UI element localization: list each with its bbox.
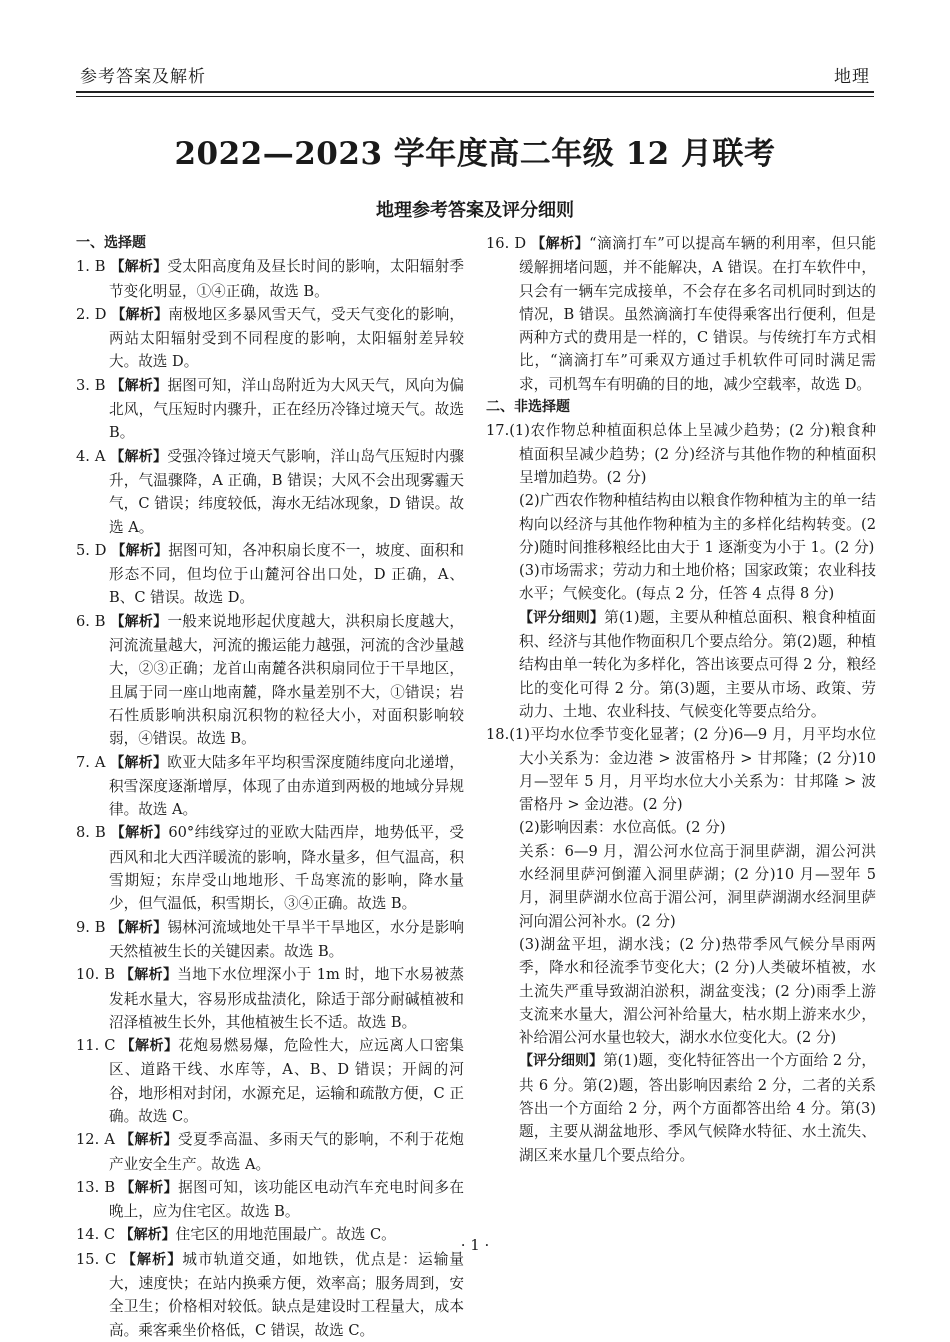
analysis-tag: 【解析】 — [120, 1179, 179, 1196]
answer-item-8 — [76, 821, 464, 915]
section-heading-nonchoice: 二、非选择题 — [486, 399, 570, 416]
answer-item-3 — [76, 374, 464, 445]
page-header — [76, 58, 874, 94]
answer-item-1 — [76, 255, 464, 303]
analysis-tag: 【解析】 — [120, 1132, 178, 1149]
analysis-tag: 【解析】 — [111, 542, 169, 559]
answer-item-13 — [76, 1176, 464, 1224]
header-rule-thick — [76, 91, 874, 93]
analysis-tag: 【解析】 — [111, 306, 169, 323]
answer-item-18 — [486, 723, 876, 816]
header-rule-thin — [76, 96, 874, 97]
answer-number: 16. D — [486, 235, 527, 252]
scoring-text: 第(1)题，变化特征答出一个方面给 2 分，共 6 分。第(2)题，答出影响因素给 2 分，二者的关系答出一个方面给 2 分，两个方面都答出给 4 分。第(3)题，主要从湖盆地形、季风气候降水特征、水土流失、湖区来水量几个要点给分。 — [519, 1052, 876, 1164]
answer-item-17 — [486, 419, 876, 489]
answer-number: 17. — [486, 422, 510, 440]
answer-text: (1)农作物总种植面积总体上呈减少趋势；(2 分)粮食种植面积呈减少趋势；(2 分)经济与其他作物的种植面积呈增加趋势。(2 分) — [509, 422, 876, 486]
answer-17-scoring — [486, 606, 876, 723]
answer-17-part-2: (2)广西农作物种植结构由以粮食作物种植为主的单一结构向以经济与其他作物种植为主的多样化结构转变。(2 分)随时间推移粮经比由大于 1 逐渐变为小于 1。(2 分) — [519, 492, 876, 556]
answer-number: 8. B — [76, 824, 106, 842]
answer-text: 住宅区的用地范围最广。故选 C。 — [175, 1226, 396, 1244]
answer-item-10 — [76, 963, 464, 1034]
analysis-tag: 【解析】 — [110, 613, 168, 630]
answer-text: 据图可知，该功能区电动汽车充电时间多在晚上，应为住宅区。故选 B。 — [109, 1178, 465, 1221]
answer-item-2 — [76, 303, 464, 374]
analysis-tag: 【解析】 — [119, 1227, 176, 1244]
answer-number: 2. D — [76, 305, 107, 323]
scoring-tag: 【评分细则】 — [519, 1053, 604, 1070]
answer-number: 18. — [486, 726, 510, 744]
answer-number: 11. C — [76, 1037, 116, 1055]
answer-number: 7. A — [76, 753, 106, 771]
left-column — [76, 232, 464, 1342]
answer-item-11 — [76, 1034, 464, 1128]
analysis-tag: 【解析】 — [110, 754, 168, 771]
answer-item-4 — [76, 445, 464, 539]
answer-text: 南极地区多暴风雪天气，受天气变化的影响，两站太阳辐射受到不同程度的影响，太阳辐射差异较大。故选 D。 — [109, 305, 465, 371]
answer-text: “滴滴打车”可以提高车辆的利用率，但只能缓解拥堵问题，并不能解决，A 错误。在打车软件中，只会有一辆车完成接单，不会存在多名司机同时到达的情况，B 错误。虽然滴滴打车使得乘客出行便利，但是两种方式的费用是一样的，C 错误。与传统打车方式相比，“滴滴打车”可乘双方通过手机软件可同时满足需求，司机驾车有明确的目的地，减少空载率，故选 D。 — [519, 235, 877, 393]
answer-item-15 — [76, 1248, 464, 1342]
answer-item-12 — [76, 1128, 464, 1176]
analysis-tag: 【解析】 — [110, 377, 168, 394]
answer-number: 12. A — [76, 1131, 115, 1149]
answer-number: 10. B — [76, 966, 115, 984]
answer-text: 据图可知，各冲积扇长度不一，坡度、面积和形态不同，但均位于山麓河谷出口处，D 正确，A、B、C 错误。故选 D。 — [109, 541, 465, 607]
answer-18-part-3: (3)湖盆平坦，湖水浅；(2 分)热带季风气候分旱雨两季，降水和径流季节变化大；(2 分)人类破坏植被，水土流失严重导致湖泊淤积，湖盆变浅；(2 分)雨季上游支流来水量大，湄公河补给量大，枯水期上游来水少，补给湄公河水量也较大，湖水水位变化大。(2 分) — [519, 935, 876, 1047]
analysis-tag: 【解析】 — [531, 236, 590, 252]
answer-item-9 — [76, 916, 464, 964]
scoring-tag: 【评分细则】 — [519, 609, 605, 626]
header-subject-label: 地理 — [834, 67, 870, 87]
answer-item-16 — [486, 232, 876, 396]
answer-text: 受强冷锋过境天气影响，洋山岛气压短时内骤升，气温骤降，A 正确，B 错误；大风不会出现雾霾天气，C 错误；纬度较低，海水无结冰现象，D 错误。故选 A。 — [109, 447, 465, 536]
analysis-tag: 【解析】 — [120, 1038, 179, 1055]
scoring-text: 第(1)题，主要从种植总面积、粮食种植面积、经济与其他作物面积几个要点给分。第(2)题，种植结构由单一转化为多样化，答出该要点可得 2 分，粮经比的变化可得 2 分。第(3)题，主要从市场、政策、劳动力、土地、农业科技、气候变化等要点给分。 — [519, 608, 876, 720]
answer-item-7 — [76, 751, 464, 822]
right-column — [486, 232, 876, 1167]
answer-number: 9. B — [76, 918, 106, 936]
section-heading-choice: 一、选择题 — [76, 235, 146, 251]
answer-text: (1)平均水位季节变化显著；(2 分)6—9 月，月平均水位大小关系为：金边港 > 波雷格丹 > 甘邦隆；(2 分)10 月—翌年 5 月，月平均水位大小关系为：甘邦隆 > 波雷格丹 > 金边港。(2 分) — [509, 726, 876, 814]
answer-text: 花炮易燃易爆，危险性大，应远离人口密集区、道路干线、水库等，A、B、D 错误；开阔的河谷，地形相对封闭，水源充足，运输和疏散方便，C 正确。故选 C。 — [109, 1037, 465, 1125]
answer-item-6 — [76, 610, 464, 751]
answer-text: 受夏季高温、多雨天气的影响，不利于花炮产业安全生产。故选 A。 — [109, 1131, 465, 1173]
header-left-label: 参考答案及解析 — [80, 67, 206, 87]
answer-17-part-3: (3)市场需求；劳动力和土地价格；国家政策；农业科技水平；气候变化。(每点 2 分，任答 4 点得 8 分) — [519, 562, 876, 603]
answer-text: 据图可知，洋山岛附近为大风天气，风向为偏北风，气压短时内骤升，正在经历冷锋过境天气。故选 B。 — [109, 376, 465, 442]
answer-number: 3. B — [76, 376, 106, 394]
page-title: 2022—2023 学年度高二年级 12 月联考 — [174, 136, 776, 172]
analysis-tag: 【解析】 — [110, 919, 168, 936]
answer-text: 锡林河流域地处干旱半干旱地区，水分是影响天然植被生长的关键因素。故选 B。 — [109, 918, 465, 960]
analysis-tag: 【解析】 — [110, 448, 168, 465]
answer-18-relation: 关系：6—9 月，湄公河水位高于洞里萨湖，湄公河洪水经洞里萨河倒灌入洞里萨湖；(2 分)10 月—翌年 5 月，洞里萨湖水位高于湄公河，洞里萨湖湖水经洞里萨河向湄公河补水。(2 分) — [519, 842, 876, 930]
answer-18-scoring — [486, 1049, 876, 1166]
analysis-tag: 【解析】 — [121, 1251, 183, 1268]
page-number: · 1 · — [460, 1236, 490, 1254]
answer-number: 14. C — [76, 1226, 116, 1244]
answer-text: 受太阳高度角及昼长时间的影响，太阳辐射季节变化明显，①④正确，故选 B。 — [109, 258, 465, 300]
answer-number: 6. B — [76, 612, 106, 630]
answer-text: 60°纬线穿过的亚欧大陆西岸，地势低平，受西风和北大西洋暖流的影响，降水量多，但气温高，积雪期短；东岸受山地地形、千岛寒流的影响，降水量少，但气温低，积雪期长，③④正确。故选 B。 — [109, 824, 465, 913]
analysis-tag: 【解析】 — [110, 259, 168, 276]
page-subtitle: 地理参考答案及评分细则 — [376, 200, 574, 221]
answer-number: 15. C — [76, 1250, 117, 1268]
answer-18-part-2: (2)影响因素：水位高低。(2 分) — [519, 819, 726, 837]
analysis-tag: 【解析】 — [110, 825, 169, 842]
answer-number: 1. B — [76, 258, 106, 276]
answer-number: 13. B — [76, 1178, 116, 1196]
answer-text: 一般来说地形起伏度越大，洪积扇长度越大，河流流量越大，河流的搬运能力越强，河流的含沙量越大，②③正确；龙首山南麓各洪积扇同位于干旱地区，且属于同一座山地南麓，降水量差别不大，①错误；岩石性质影响洪积扇沉积物的粒径大小，对面积影响较弱，④错误。故选 B。 — [109, 612, 465, 748]
answer-number: 5. D — [76, 541, 107, 559]
answer-number: 4. A — [76, 447, 106, 465]
answer-text: 欧亚大陆多年平均积雪深度随纬度向北递增，积雪深度逐渐增厚，体现了由赤道到两极的地域分异规律。故选 A。 — [109, 753, 465, 819]
answer-text: 当地下水位埋深小于 1m 时，地下水易被蒸发耗水量大，容易形成盐渍化，除适于部分耐碱植被和沼泽植被生长外，其他植被生长不适。故选 B。 — [109, 966, 465, 1031]
answer-text: 城市轨道交通，如地铁，优点是：运输量大，速度快；在站内换乘方便，效率高；服务周到，安全卫生；价格相对较低。缺点是建设时工程量大，成本高。乘客乘坐价格低，C 错误，故选 C。 — [109, 1250, 465, 1339]
analysis-tag: 【解析】 — [119, 967, 178, 984]
answer-item-5 — [76, 539, 464, 610]
